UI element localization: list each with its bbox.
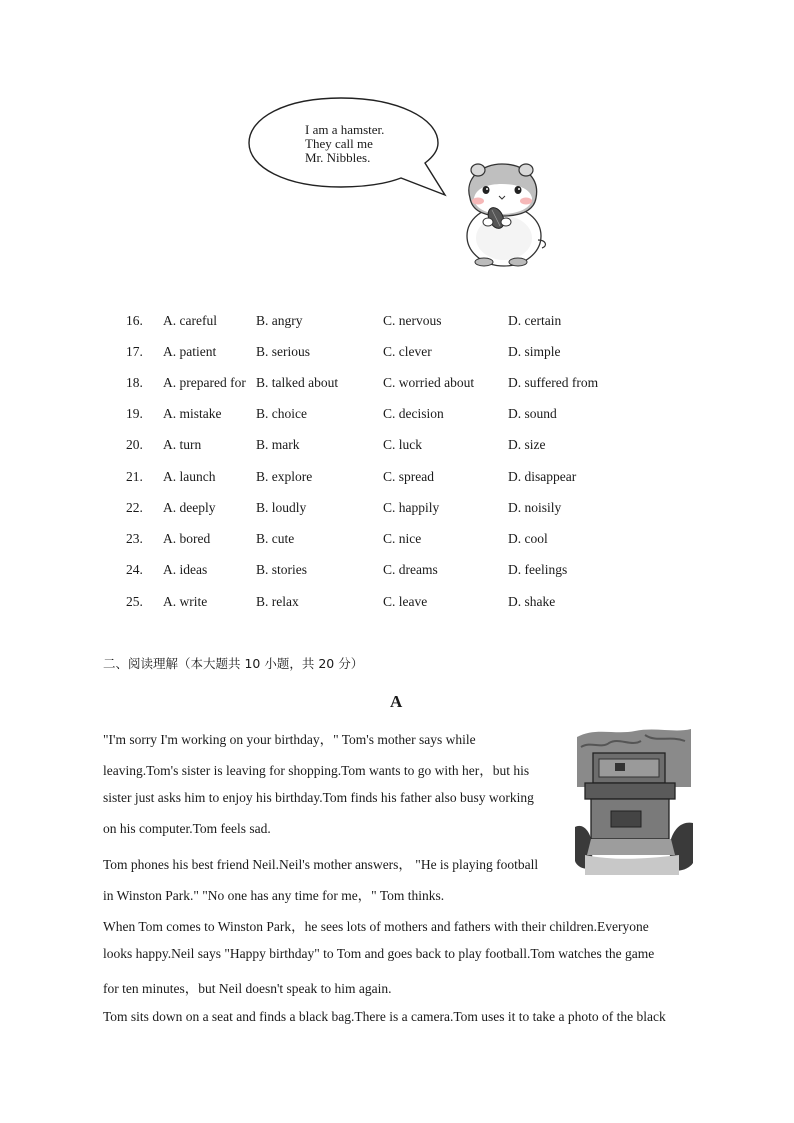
question-number: 22. xyxy=(126,500,143,515)
question-row xyxy=(0,375,794,395)
option-c: C. happily xyxy=(383,500,440,515)
bubble-line-3: Mr. Nibbles. xyxy=(305,150,371,165)
option-d: D. noisily xyxy=(508,500,562,515)
passage-line: Tom sits down on a seat and finds a black bag.There is a camera.Tom uses it to take a photo of the black xyxy=(103,1009,666,1024)
passage-line: "I'm sorry I'm working on your birthday，" Tom's mother says while xyxy=(103,732,476,747)
option-c: C. dreams xyxy=(383,562,438,577)
passage-line: on his computer.Tom feels sad. xyxy=(103,821,271,836)
option-b: B. cute xyxy=(256,531,295,546)
passage-line: looks happy.Neil says "Happy birthday" to Tom and goes back to play football.Tom watches the game xyxy=(103,946,655,961)
question-number: 16. xyxy=(126,313,143,328)
section-title: 二、阅读理解（本大题共 10 小题，共 20 分） xyxy=(103,656,364,671)
passage-heading: A xyxy=(390,692,403,711)
option-b: B. serious xyxy=(256,344,310,359)
option-c: C. luck xyxy=(383,437,422,452)
option-b: B. angry xyxy=(256,313,303,328)
option-d: D. certain xyxy=(508,313,562,328)
question-row xyxy=(0,594,794,614)
option-d: D. shake xyxy=(508,594,556,609)
option-a: A. careful xyxy=(163,313,217,328)
option-d: D. sound xyxy=(508,406,557,421)
question-number: 18. xyxy=(126,375,143,390)
question-number: 20. xyxy=(126,437,143,452)
option-c: C. worried about xyxy=(383,375,475,390)
option-c: C. spread xyxy=(383,469,434,484)
question-row xyxy=(0,531,794,551)
passage-line: leaving.Tom's sister is leaving for shopping.Tom wants to go with her，but his xyxy=(103,763,530,778)
question-row xyxy=(0,469,794,489)
passage-line: in Winston Park." "No one has any time for me，" Tom thinks. xyxy=(103,888,445,903)
question-row xyxy=(0,344,794,364)
option-b: B. choice xyxy=(256,406,307,421)
hamster-illustration xyxy=(452,158,552,268)
question-row xyxy=(0,562,794,582)
question-number: 25. xyxy=(126,594,143,609)
option-a: A. turn xyxy=(163,437,202,452)
option-a: A. prepared for xyxy=(163,375,246,390)
question-row xyxy=(0,500,794,520)
bubble-line-2: They call me xyxy=(305,136,373,151)
option-d: D. cool xyxy=(508,531,548,546)
question-row xyxy=(0,313,794,333)
option-c: C. leave xyxy=(383,594,428,609)
option-d: D. size xyxy=(508,437,546,452)
option-c: C. decision xyxy=(383,406,444,421)
question-number: 23. xyxy=(126,531,143,546)
passage-line: Tom phones his best friend Neil.Neil's mother answers， "He is playing football xyxy=(103,857,539,872)
passage-line: sister just asks him to enjoy his birthday.Tom finds his father also busy working xyxy=(103,790,534,805)
question-number: 19. xyxy=(126,406,143,421)
option-a: A. ideas xyxy=(163,562,208,577)
question-row xyxy=(0,406,794,426)
option-a: A. patient xyxy=(163,344,217,359)
option-b: B. explore xyxy=(256,469,313,484)
option-a: A. mistake xyxy=(163,406,222,421)
question-number: 17. xyxy=(126,344,143,359)
option-d: D. simple xyxy=(508,344,561,359)
option-a: A. launch xyxy=(163,469,216,484)
option-a: A. write xyxy=(163,594,208,609)
question-number: 21. xyxy=(126,469,143,484)
option-c: C. nervous xyxy=(383,313,442,328)
option-b: B. stories xyxy=(256,562,308,577)
option-b: B. talked about xyxy=(256,375,339,390)
passage-line: for ten minutes，but Neil doesn't speak to him again. xyxy=(103,981,392,996)
option-d: D. feelings xyxy=(508,562,568,577)
option-a: A. deeply xyxy=(163,500,216,515)
birthday-present-image xyxy=(575,727,693,875)
bubble-line-1: I am a hamster. xyxy=(305,122,385,137)
option-d: D. disappear xyxy=(508,469,577,484)
option-c: C. clever xyxy=(383,344,432,359)
option-b: B. relax xyxy=(256,594,299,609)
option-b: B. loudly xyxy=(256,500,307,515)
question-row xyxy=(0,437,794,457)
option-b: B. mark xyxy=(256,437,300,452)
passage-line: When Tom comes to Winston Park，he sees lots of mothers and fathers with their children.Everyone xyxy=(103,919,649,934)
option-d: D. suffered from xyxy=(508,375,599,390)
option-a: A. bored xyxy=(163,531,211,546)
question-number: 24. xyxy=(126,562,143,577)
option-c: C. nice xyxy=(383,531,422,546)
